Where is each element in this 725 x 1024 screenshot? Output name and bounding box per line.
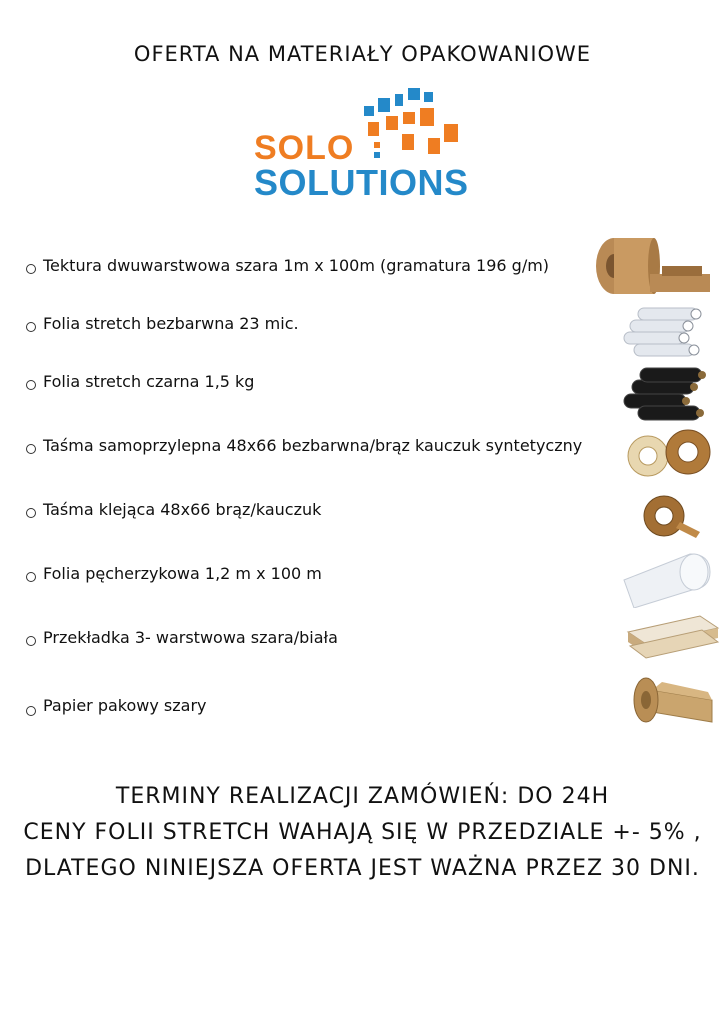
- list-item: [26, 548, 706, 608]
- item-label: Taśma klejąca 48x66 brąz/kauczuk: [43, 500, 322, 519]
- bullet-icon: [26, 380, 36, 390]
- cardboard-roll-icon: [592, 236, 712, 296]
- footer-line-validity: DLATEGO NINIEJSZA OFERTA JEST WAŻNA PRZEZ 30 DNI.: [25, 856, 700, 881]
- bubble-wrap-icon: [620, 550, 714, 608]
- logo-text-solutions: SOLUTIONS: [254, 162, 469, 203]
- list-item: [26, 484, 706, 544]
- corrugated-sheet-icon: [624, 612, 720, 668]
- item-label: Przekładka 3- warstwowa szara/biała: [43, 628, 338, 647]
- tape-rolls-icon: [624, 426, 714, 480]
- footer-line-prices: CENY FOLII STRETCH WAHAJĄ SIĘ W PRZEDZIALE +- 5% ,: [23, 820, 702, 845]
- item-label: Folia stretch czarna 1,5 kg: [43, 372, 255, 391]
- list-item: [26, 358, 706, 418]
- bullet-icon: [26, 322, 36, 332]
- list-item: [26, 612, 706, 672]
- list-item: [26, 420, 706, 480]
- logo-text-solo: SOLO: [254, 129, 355, 167]
- page-title: OFERTA NA MATERIAŁY OPAKOWANIOWE: [133, 42, 592, 66]
- footer-line-delivery: TERMINY REALIZACJI ZAMÓWIEŃ: DO 24H: [115, 784, 610, 809]
- list-item: [26, 300, 706, 360]
- item-label: Folia pęcherzykowa 1,2 m x 100 m: [43, 564, 322, 583]
- bullet-icon: [26, 444, 36, 454]
- list-item: [26, 676, 706, 736]
- bullet-icon: [26, 706, 36, 716]
- item-label: Tektura dwuwarstwowa szara 1m x 100m (gramatura 196 g/m): [43, 256, 550, 275]
- item-label: Papier pakowy szary: [43, 696, 207, 715]
- item-label: Folia stretch bezbarwna 23 mic.: [43, 314, 299, 333]
- kraft-paper-icon: [628, 670, 718, 730]
- bullet-icon: [26, 572, 36, 582]
- black-stretch-film-icon: [622, 366, 714, 422]
- list-item: [26, 238, 706, 298]
- company-logo: [250, 84, 470, 204]
- clear-stretch-film-icon: [620, 302, 710, 362]
- brown-tape-icon: [636, 492, 706, 540]
- bullet-icon: [26, 636, 36, 646]
- bullet-icon: [26, 264, 36, 274]
- item-label: Taśma samoprzylepna 48x66 bezbarwna/brąz kauczuk syntetyczny: [43, 436, 583, 455]
- bullet-icon: [26, 508, 36, 518]
